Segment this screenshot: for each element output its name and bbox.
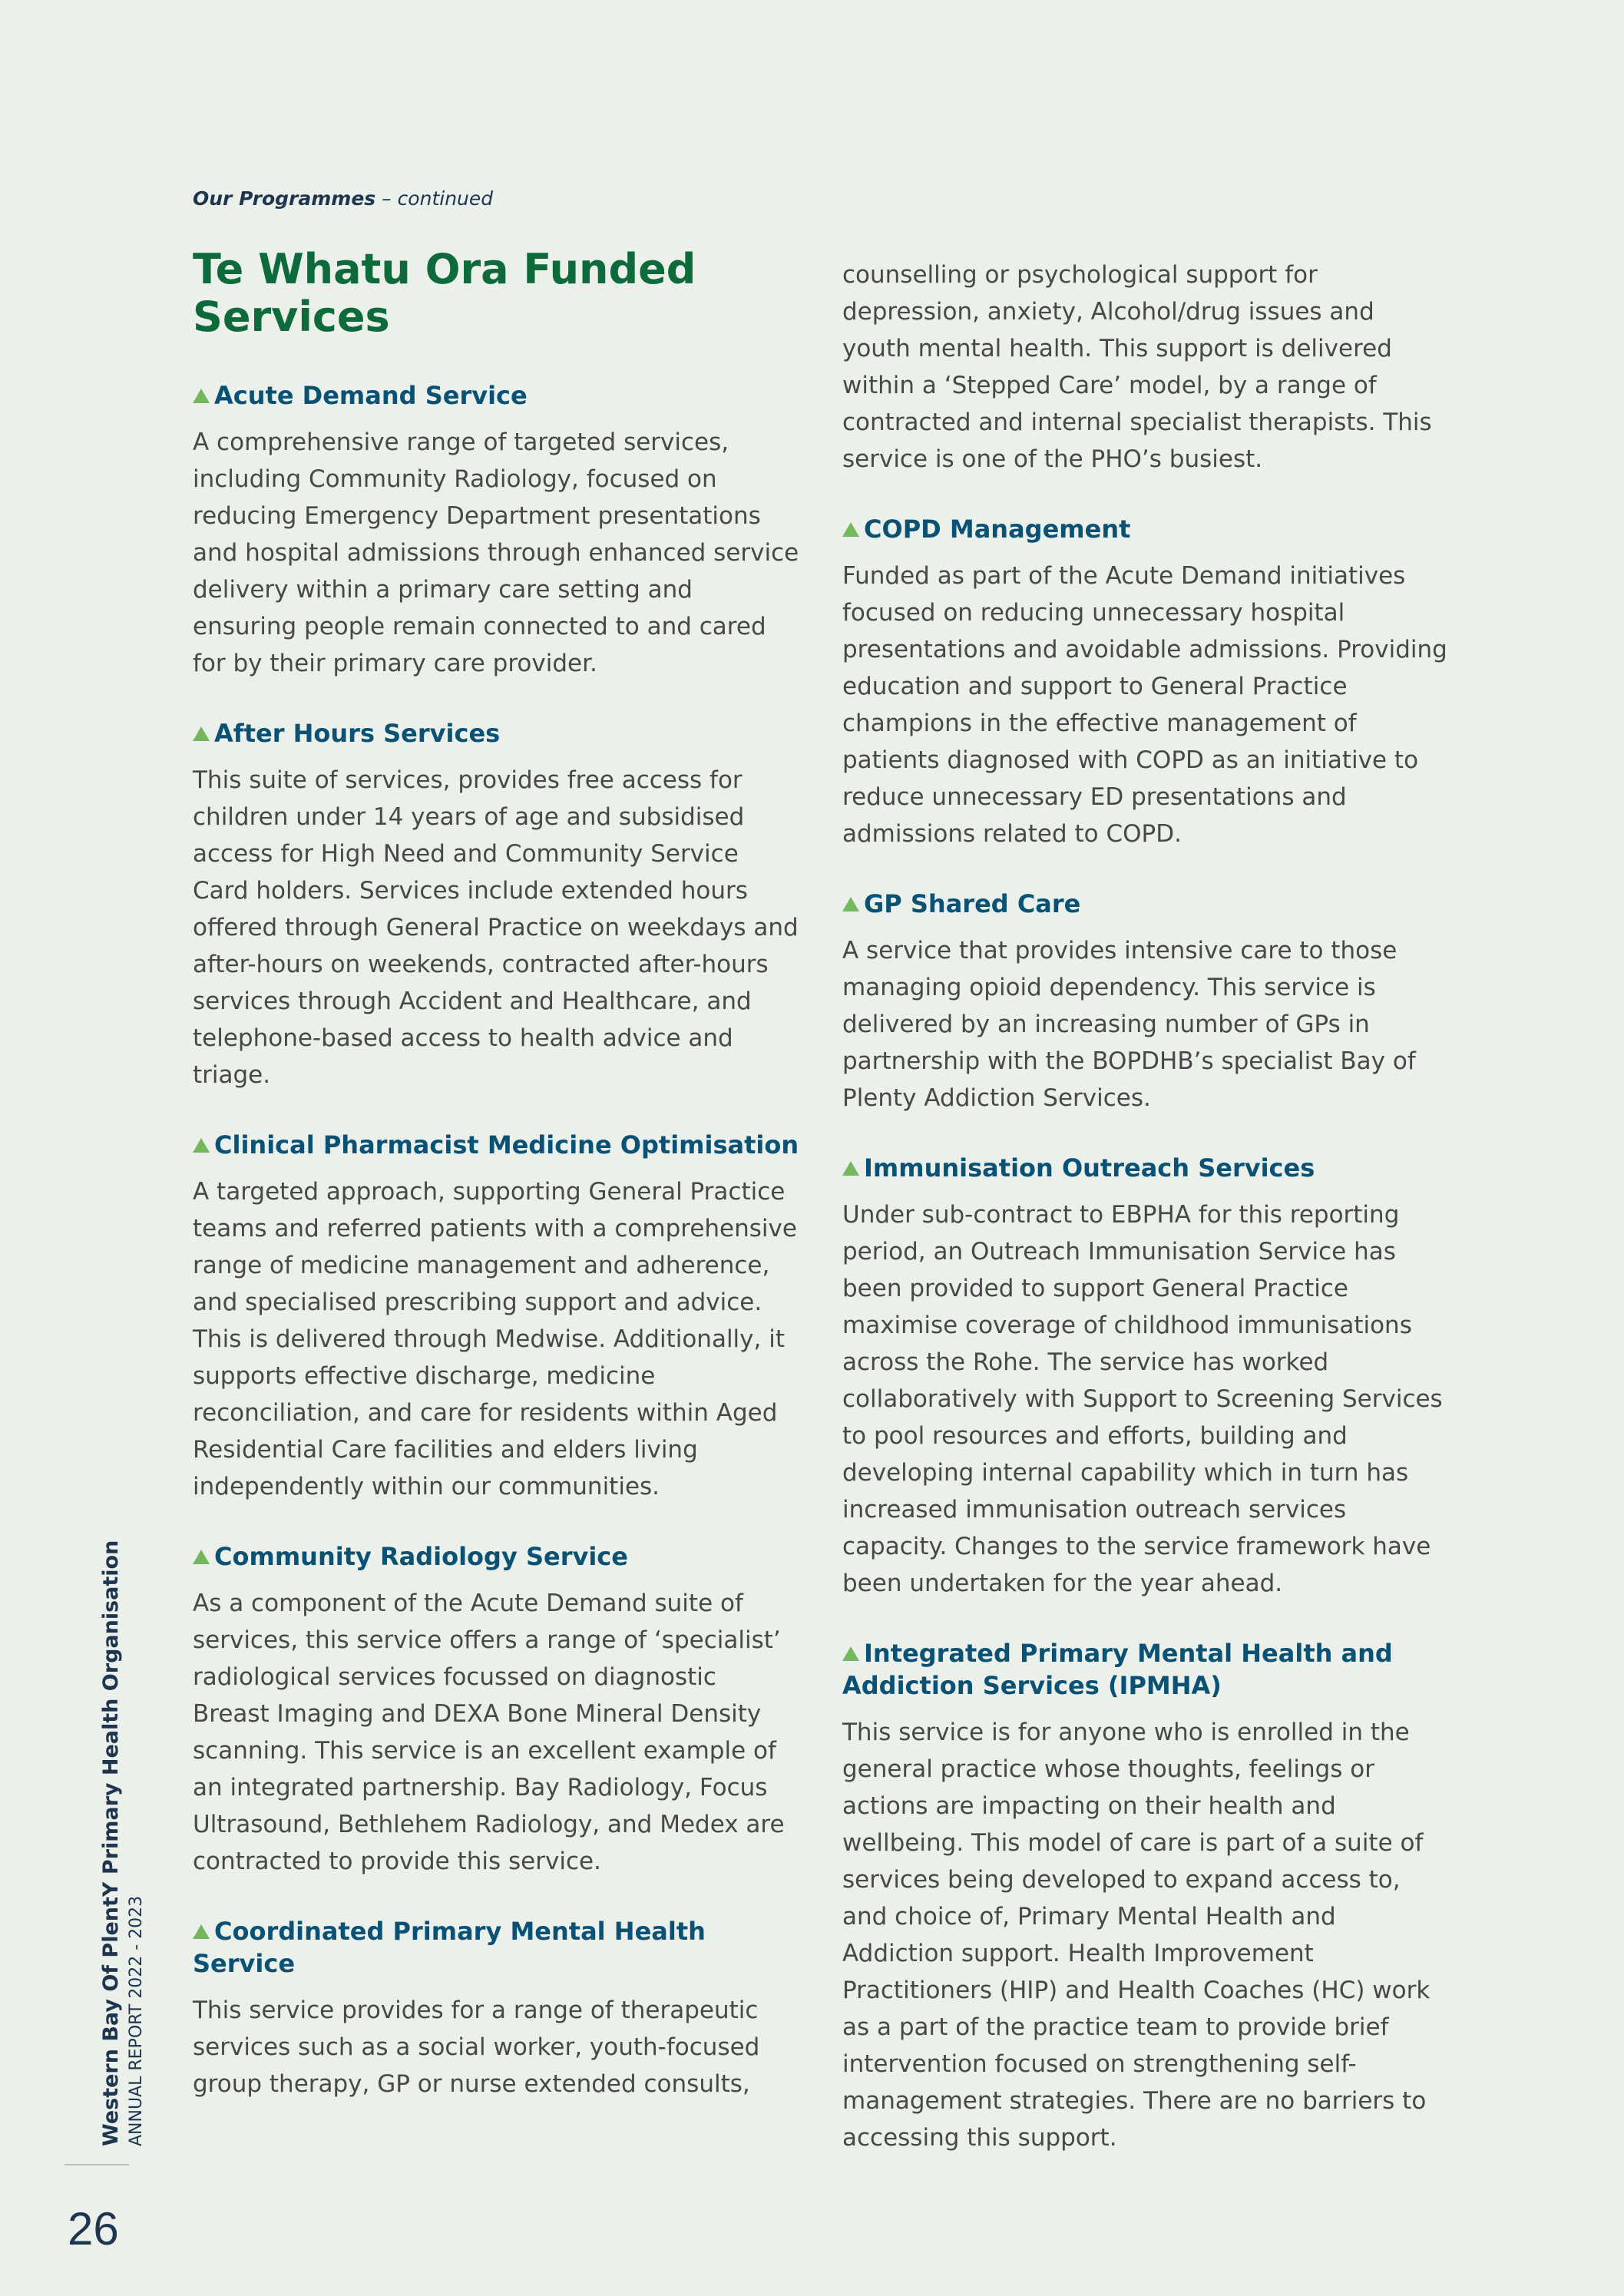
section-body: Funded as part of the Acute Demand initiatives focused on reducing unnecessary hospital presentations and avoidable admissions. Providing education and support to General Practice champions in the effective management of patients diagnosed with COPD as an initiative to reduce unnecessary ED presentations and admissions related to COPD. xyxy=(842,562,1447,848)
section-heading-text: Community Radiology Service xyxy=(214,1542,628,1571)
sidebar-label xyxy=(98,1540,149,2146)
sidebar-report-year: ANNUAL REPORT 2022 - 2023 xyxy=(127,1895,146,2146)
sidebar-organisation: Western Bay Of PlentY Primary Health Organisation xyxy=(99,1540,123,2146)
triangle-bullet-icon xyxy=(193,1924,210,1939)
section-immunisation-outreach xyxy=(842,1152,1449,1602)
section-body: This service is for anyone who is enrolled in the general practice whose thoughts, feelings or actions are impacting on their health and wellbeing. This model of care is part of a suite of services being developed to expand access to, and choice of, Primary Mental Health and Addiction support. Health Improvement Practitioners (HIP) and Health Coaches (HC) work as a part of the practice team to provide brief intervention focused on strengthening self-management strategies. There are no barriers to accessing this support. xyxy=(842,1719,1431,2152)
triangle-bullet-icon xyxy=(842,1161,859,1176)
triangle-bullet-icon xyxy=(842,1646,859,1661)
triangle-bullet-icon xyxy=(193,1138,210,1153)
left-column xyxy=(193,246,799,2138)
section-heading xyxy=(193,717,799,749)
section-heading-text: Clinical Pharmacist Medicine Optimisation xyxy=(214,1130,799,1160)
section-heading xyxy=(193,379,799,412)
section-clinical-pharmacist xyxy=(193,1129,799,1505)
section-after-hours xyxy=(193,717,799,1093)
section-heading-text: Immunisation Outreach Services xyxy=(864,1153,1315,1183)
section-heading xyxy=(842,888,1449,920)
section-body: A targeted approach, supporting General Practice teams and referred patients with a comprehensive range of medicine management and adherence, and specialised prescribing support and advice. This is delivered through Medwise. Additionally, it supports effective discharge, medicine reconciliation, and care for residents within Aged Residential Care facilities and elders living independently within our communities. xyxy=(193,1178,797,1500)
triangle-bullet-icon xyxy=(193,389,210,403)
section-acute-demand xyxy=(193,379,799,682)
section-heading xyxy=(193,1129,799,1161)
section-heading xyxy=(842,513,1449,545)
section-heading xyxy=(193,1915,799,1980)
breadcrumb-section: Our Programmes xyxy=(193,187,376,210)
section-heading-text: After Hours Services xyxy=(214,719,501,748)
section-heading-text: Coordinated Primary Mental Health Service xyxy=(193,1917,706,1978)
triangle-bullet-icon xyxy=(193,726,210,741)
section-body: As a component of the Acute Demand suite of services, this service offers a range of ‘specialist’ radiological services focussed on diagnostic Breast Imaging and DEXA Bone Mineral Density scanning. This service is an excellent example of an integrated partnership. Bay Radiology, Focus Ultrasound, Bethlehem Radiology, and Medex are contracted to provide this service. xyxy=(193,1590,785,1875)
sidebar-divider xyxy=(64,2164,129,2165)
triangle-bullet-icon xyxy=(842,522,859,537)
section-body: This service provides for a range of therapeutic services such as a social worker, youth-focused group therapy, GP or nurse extended consults, xyxy=(193,1997,760,2098)
section-body: This suite of services, provides free access for children under 14 years of age and subsidised access for High Need and Community Service Card holders. Services include extended hours offered through General Practice on weekdays and after-hours on weekends, contracted after-hours services through Accident and Healthcare, and telephone-based access to health advice and triage. xyxy=(193,766,799,1089)
section-continuation xyxy=(842,256,1449,478)
section-heading xyxy=(842,1152,1449,1184)
section-heading xyxy=(842,1637,1449,1702)
section-heading-text: COPD Management xyxy=(864,514,1131,544)
section-heading xyxy=(193,1540,799,1573)
continued-body: counselling or psychological support for depression, anxiety, Alcohol/drug issues and youth mental health. This support is delivered within a ‘Stepped Care’ model, by a range of contracted and internal specialist therapists. This service is one of the PHO’s busiest. xyxy=(842,261,1432,473)
triangle-bullet-icon xyxy=(842,897,859,911)
page-number: 26 xyxy=(68,2203,119,2255)
section-body: A service that provides intensive care to those managing opioid dependency. This service is delivered by an increasing number of GPs in partnership with the BOPDHB’s specialist Bay of Plenty Addiction Services. xyxy=(842,937,1416,1112)
page-title: Te Whatu Ora Funded Services xyxy=(193,245,696,341)
section-heading-text: Integrated Primary Mental Health and Addiction Services (IPMHA) xyxy=(842,1639,1393,1700)
section-heading-text: Acute Demand Service xyxy=(214,381,528,410)
section-coordinated-mental-health xyxy=(193,1915,799,2102)
section-body: A comprehensive range of targeted services, including Community Radiology, focused on reducing Emergency Department presentations and hospital admissions through enhanced service delivery within a primary care setting and ensuring people remain connected to and cared for by their primary care provider. xyxy=(193,428,799,677)
section-gp-shared-care xyxy=(842,888,1449,1117)
right-column xyxy=(842,256,1449,2192)
section-heading-text: GP Shared Care xyxy=(864,889,1081,918)
section-ipmha xyxy=(842,1637,1449,2156)
section-copd xyxy=(842,513,1449,852)
section-body: Under sub-contract to EBPHA for this reporting period, an Outreach Immunisation Service has been provided to support General Practice maximise coverage of childhood immunisations across the Rohe. The service has worked collaboratively with Support to Screening Services to pool resources and efforts, building and developing internal capability which in turn has increased immunisation outreach services capacity. Changes to the service framework have been undertaken for the year ahead. xyxy=(842,1201,1443,1597)
section-community-radiology xyxy=(193,1540,799,1880)
triangle-bullet-icon xyxy=(193,1550,210,1564)
breadcrumb-continued: – continued xyxy=(375,187,494,210)
breadcrumb xyxy=(193,187,493,210)
